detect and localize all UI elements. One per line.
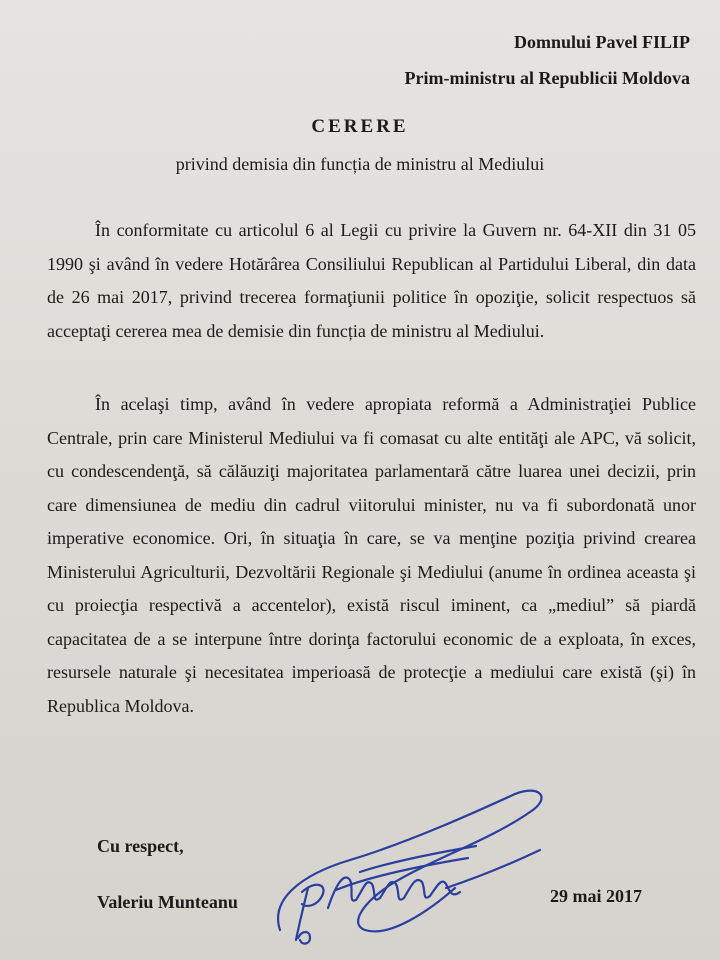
signatory-name: Valeriu Munteanu	[97, 892, 238, 912]
body-paragraph-1: În conformitate cu articolul 6 al Legii cu privire la Guvern nr. 64-XII din 31 05 1990 şi având în vedere Hotărârea Consiliului Republican al Partidului Liberal, din data de 26 mai 2017, privind trecerea formaţiunii politice în opoziţie, solicit respectuos să acceptaţi cererea mea de demisie din funcția de ministru al Mediului.	[47, 220, 696, 341]
document-subtitle: privind demisia din funcția de ministru al Mediului	[175, 154, 545, 174]
signature-date: 29 mai 2017	[550, 886, 642, 906]
closing-salutation: Cu respect,	[97, 836, 184, 856]
addressee-block	[405, 24, 691, 96]
document-title: CERERE	[311, 116, 409, 137]
handwritten-signature-icon	[240, 780, 600, 950]
body-paragraph-2: În acelaşi timp, având în vedere apropiata reformă a Administraţiei Publice Centrale, prin care Ministerul Mediului va fi comasat cu alte entităţi ale APC, vă solicit, cu condescendenţă, să călăuziţi majoritatea parlamentară către luarea unei decizii, prin care dimensiunea de mediu din cadrul viitorului minister, nu va fi subordonată unor imperative economice. Ori, în situaţia în care, se va menţine poziţia privind crearea Ministerului Agriculturii, Dezvoltării Regionale şi Mediului (anume în ordinea aceasta şi cu proiecţia respectivă a accentelor), există riscul iminent, ca „mediul” să piardă capacitatea de a se interpune între dorinţa factorului economic de a exploata, în exces, resursele naturale şi necesitatea imperioasă de protecţie a mediului care există (şi) în Republica Moldova.	[47, 394, 696, 716]
addressee-name: Domnului Pavel FILIP	[513, 32, 690, 52]
addressee-title: Prim-ministru al Republicii Moldova	[404, 68, 690, 88]
